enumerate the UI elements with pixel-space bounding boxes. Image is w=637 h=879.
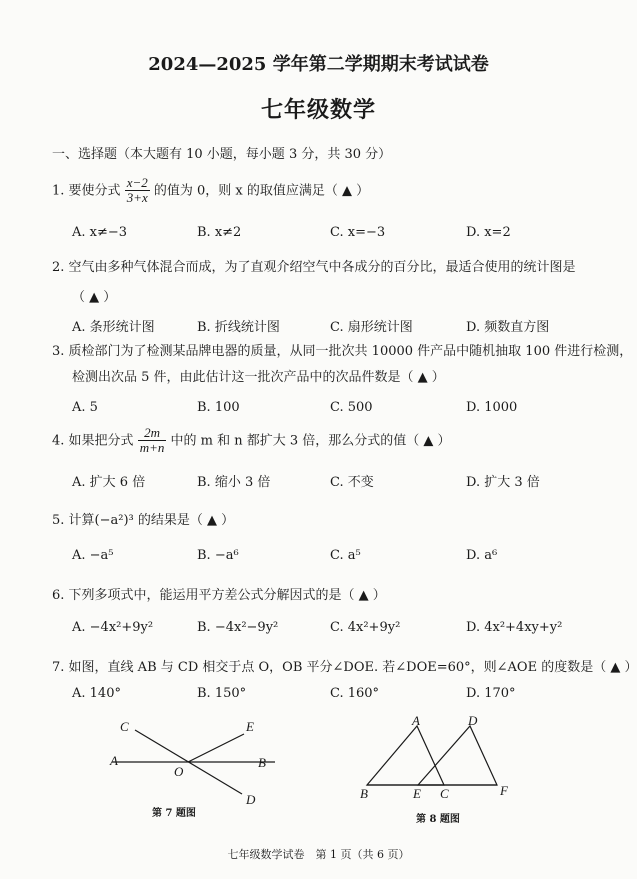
section-heading: 一、选择题（本大题有 10 小题，每小题 3 分，共 30 分）: [52, 147, 392, 162]
label-a: A: [412, 714, 420, 728]
label-c: C: [440, 786, 449, 801]
option-c: C. a⁵: [330, 548, 361, 563]
question-6: [52, 584, 386, 603]
question-3-cont: 检测出次品 5 件，由此估计这一批次产品中的次品件数是（ ▲ ）: [72, 370, 445, 385]
question-text: 下列多项式中，能运用平方差公式分解因式的是（ ▲ ）: [68, 588, 386, 603]
label-d: D: [246, 792, 256, 807]
fraction: [125, 176, 150, 206]
option-a: A. 条形统计图: [72, 320, 155, 335]
question-1: [52, 176, 369, 206]
option-d: D. x=2: [466, 225, 511, 240]
option-d: D. 1000: [466, 400, 518, 415]
label-b: B: [258, 755, 266, 770]
question-number: 4.: [52, 433, 65, 449]
question-number: 7.: [52, 660, 65, 675]
option-b: B. x≠2: [197, 225, 242, 240]
label-o: O: [174, 764, 184, 779]
question-number: 6.: [52, 588, 65, 603]
question-number: 1.: [52, 183, 65, 199]
page-footer: 七年级数学试卷 第 1 页（共 6 页）: [227, 848, 410, 861]
option-d: D. 170°: [466, 686, 516, 701]
question-text: 要使分式: [68, 183, 121, 199]
label-e: E: [246, 719, 254, 734]
option-b: B. −a⁶: [197, 548, 239, 563]
label-a: A: [110, 753, 118, 768]
question-7: [52, 656, 637, 675]
exam-title: 2024—2025 学年第二学期期末考试试卷: [148, 54, 489, 75]
option-c: C. 500: [330, 400, 373, 415]
ray-oe: [188, 734, 244, 762]
question-2-cont: （ ▲ ）: [72, 290, 117, 305]
question-text: 计算(−a²)³ 的结果是（ ▲ ）: [68, 513, 235, 528]
question-text: 质检部门为了检测某品牌电器的质量，从同一批次共 10000 件产品中随机抽取 100 件进行检测，: [68, 344, 633, 359]
question-text: 如果把分式: [68, 433, 134, 449]
option-d: D. 4x²+4xy+y²: [466, 620, 563, 635]
option-b: B. 缩小 3 倍: [197, 475, 271, 490]
option-a: A. 140°: [72, 686, 121, 701]
question-4: [52, 426, 451, 456]
option-b: B. 150°: [197, 686, 247, 701]
option-a: A. 扩大 6 倍: [72, 475, 146, 490]
option-d: D. a⁶: [466, 548, 498, 563]
triangle-abc: [367, 726, 444, 785]
fraction-numerator: 2m: [138, 426, 167, 441]
option-c: C. 4x²+9y²: [330, 620, 401, 635]
question-text: 中的 m 和 n 都扩大 3 倍，那么分式的值（ ▲ ）: [170, 433, 451, 449]
option-c: C. 扇形统计图: [330, 320, 413, 335]
question-2: [52, 256, 576, 275]
label-c: C: [120, 719, 129, 734]
figure-8: [350, 714, 530, 804]
question-number: 2.: [52, 260, 65, 275]
option-a: A. −a⁵: [72, 548, 114, 563]
subject-title: 七年级数学: [260, 97, 376, 123]
label-d: D: [468, 714, 478, 728]
fraction-numerator: x−2: [126, 175, 148, 190]
question-number: 5.: [52, 513, 65, 528]
question-5: [52, 509, 234, 528]
question-text: 如图，直线 AB 与 CD 相交于点 O，OB 平分∠DOE. 若∠DOE=60°，则∠AOE 的度数是（ ▲ ）: [68, 660, 637, 675]
option-c: C. 不变: [330, 475, 374, 490]
option-c: C. x=−3: [330, 225, 386, 240]
option-c: C. 160°: [330, 686, 380, 701]
question-text: 空气由多种气体混合而成，为了直观介绍空气中各成分的百分比，最适合使用的统计图是: [68, 260, 576, 275]
question-number: 3.: [52, 344, 65, 359]
option-a: A. −4x²+9y²: [72, 620, 154, 635]
option-b: B. 折线统计图: [197, 320, 280, 335]
label-b: B: [360, 786, 368, 801]
fraction-denominator: m+n: [139, 440, 165, 456]
figure-7-caption: 第 7 题图: [152, 808, 196, 819]
fraction: [138, 426, 167, 456]
option-a: A. x≠−3: [72, 225, 128, 240]
label-e: E: [413, 786, 421, 801]
option-d: D. 扩大 3 倍: [466, 475, 540, 490]
option-a: A. 5: [72, 400, 98, 415]
figure-8-caption: 第 8 题图: [416, 814, 460, 825]
question-3: [52, 340, 632, 359]
label-f: F: [500, 783, 508, 798]
fraction-denominator: 3+x: [126, 190, 148, 206]
option-b: B. 100: [197, 400, 240, 415]
option-d: D. 频数直方图: [466, 320, 550, 335]
option-b: B. −4x²−9y²: [197, 620, 279, 635]
question-text: 的值为 0，则 x 的取值应满足（ ▲ ）: [153, 183, 370, 199]
figure-7: [100, 712, 300, 812]
